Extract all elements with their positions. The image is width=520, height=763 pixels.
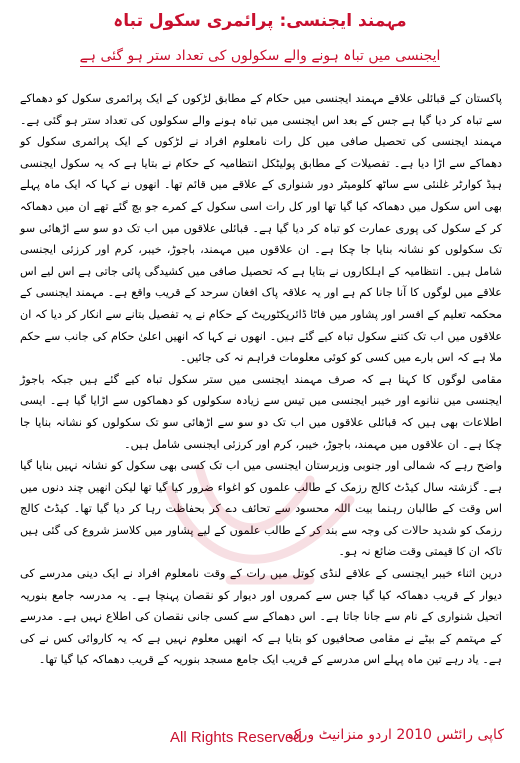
article-body — [20, 88, 502, 671]
subheadline: ایجنسی میں تباہ ہونے والے سکولوں کی تعداد ستر ہو گئی ہے — [80, 48, 441, 67]
headline: مہمند ایجنسی: پرائمری سکول تباہ — [113, 11, 407, 31]
paragraph-4: درین اثناء خیبر ایجنسی کے علاقے لنڈی کوتل میں رات کے وقت نامعلوم افراد نے ایک دینی مدرسے کی دیوار کے قریب دھماکہ کیا گیا جس سے کمروں اور دیوار کو نقصان پہنچا ہے۔ یہ مدرسہ جامع بنوریہ اتحیل شنواری کے نام سے جانا جاتا ہے۔ اس دھماکے سے کسی جانی نقصان کی اطلاع نہیں ہے۔ مدرسے کے مہتمم کے بیٹے نے مقامی صحافیوں کو بتایا ہے کہ انھیں معلوم نہیں ہے کہ یہ کاروائی کس نے کی ہے۔ یاد رہے تین ماہ پہلے اس مدرسے کے قریب ایک جامع مسجد بنوریہ کے قریب دھماکہ کیا گیا تھا۔ — [20, 567, 502, 667]
rights-text: All Rights Reserved — [170, 729, 302, 746]
subheadline-wrap — [0, 48, 520, 64]
footer — [0, 727, 520, 751]
paragraph-1: پاکستان کے قبائلی علاقے مہمند ایجنسی میں حکام کے مطابق لڑکوں کے ایک پرائمری سکول کو دھماکے سے تباہ کر دیا گیا ہے جس کے بعد اس ایجنسی میں تباہ ہونے والے سکولوں کی تعداد ستر ہو گئی ہے۔ مہمند ایجنسی کی تحصیل صافی میں کل رات نامعلوم افراد نے لڑکوں کے ایک پرائمری سکول کو دھماکے سے اڑا دیا ہے۔ تفصیلات کے مطابق پولیٹکل انتظامیہ کے حکام نے بتایا ہے کہ یہ سکول ایجنسی ہیڈ کوارٹر غلنئی سے ساٹھ کلومیٹر دور شنواری کے علاقے میں قائم تھا۔ انھوں نے کہا کہ ایک ماہ پہلے بھی اس سکول میں دھماکہ کیا گیا تھا اور کل رات اسی سکول کے کمرے جو بچ گئے تھے ان میں دھماکہ کر کے سکول کی پوری عمارت کو تباہ کر دیا گیا ہے۔ قبائلی علاقوں میں اب تک دو سو سے اڑھائی سو تک سکولوں کو نشانہ بنایا جا چکا ہے۔ ان علاقوں میں مہمند، باجوڑ، خیبر، کرم اور کرزئی ایجنسی شامل ہیں۔ انتظامیہ کے اہلکاروں نے بتایا ہے کہ تحصیل صافی میں کشیدگی پائی جاتی ہے اس لیے اس علاقے میں لوگوں کا آنا جانا کم ہے اور یہ علاقہ پاک افغان سرحد کے قریب واقع ہے۔ مہمند ایجنسی کے محکمہ تعلیم کے افسر اور پشاور میں فاٹا ڈائریکٹوریٹ کے حکام نے یہ تفصیل بتانے سے انکار کر دیا کہ ان علاقوں میں اب تک کتنے سکول تباہ کیے گئے ہیں۔ انھوں نے کہا کہ انھیں اعلیٰ حکام کی جانب سے حکم ملا ہے کہ اس بارے میں کسی کو کوئی معلومات فراہم نہ کی جائیں۔ — [20, 92, 502, 365]
paragraph-3: واضح رہے کہ شمالی اور جنوبی وزیرستان ایجنسی میں اب تک کسی بھی سکول کو نشانہ نہیں بنایا گیا ہے۔ گزشتہ سال کیڈٹ کالج رزمک کے طالب علموں کو اغواء ضرور کیا گیا تھا لیکن انھیں چند دنوں میں اس وقت کے طالبان رہنما بیت اللہ محسود سے تحائف دے کر بحفاظت رہا کر دیا گیا تھا۔ کیڈٹ کالج رزمک کو شدید حالات کی وجہ سے بند کر کے طالب علموں کے لیے پشاور میں کلاسز شروع کی گئی ہیں تاکہ ان کا قیمتی وقت ضائع نہ ہو۔ — [20, 459, 502, 559]
paragraph-2: مقامی لوگوں کا کہنا ہے کہ صرف مہمند ایجنسی میں ستر سکول تباہ کیے گئے ہیں جبکہ باجوڑ ایجنسی میں ننانوے اور خیبر ایجنسی میں تیس سے زیادہ سکولوں کو دھماکوں سے اڑایا گیا ہے۔ ایسی اطلاعات بھی ہیں کہ قبائلی علاقوں میں اب تک دو سو سے اڑھائی سو تک سکولوں کو نشانہ بنایا جا چکا ہے۔ ان علاقوں میں مہمند، باجوڑ، خیبر، کرم اور کرزئی ایجنسی شامل ہیں۔ — [20, 372, 502, 451]
copyright-text: کاپی رائٹس 2010 اردو منزانیٹ ورک — [288, 727, 504, 743]
